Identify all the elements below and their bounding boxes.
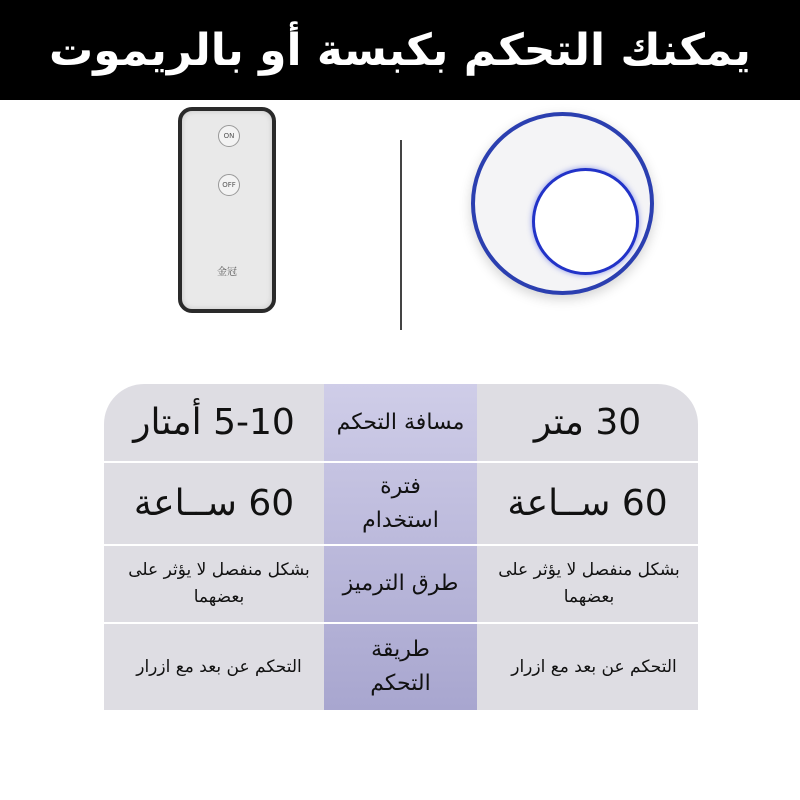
row2-label: فترة استخدام (362, 473, 439, 533)
row2-left: 60 ســاعة (133, 483, 295, 524)
header-banner (0, 0, 800, 100)
row1-label: مسافة التحكم (336, 409, 465, 435)
remote-off-button: OFF (218, 174, 240, 196)
row4-label: طريقة التحكم (370, 637, 431, 696)
remote-control-image (178, 107, 276, 313)
row3-right: بشكل منفصل لا يؤثر على بعضهما (498, 560, 680, 607)
comparison-table (104, 384, 698, 710)
row2-right: 60 ســاعة (507, 483, 668, 524)
row1-left: 5-10 أمتار (133, 402, 295, 443)
wireless-button-ring (532, 168, 639, 275)
wireless-button-image (471, 112, 654, 295)
row1-right: 30 متر (533, 402, 642, 443)
divider-line (400, 140, 402, 330)
row3-left: بشكل منفصل لا يؤثر على بعضهما (128, 560, 310, 607)
remote-on-button: ON (218, 125, 240, 147)
remote-logo: 金冠 (217, 267, 237, 278)
header-title: يمكنك التحكم بكبسة أو بالريموت (49, 24, 751, 76)
row3-label: طرق الترميز (342, 571, 459, 596)
row4-right: التحكم عن بعد مع ازرار (511, 656, 677, 677)
row4-left: التحكم عن بعد مع ازرار (136, 656, 302, 677)
